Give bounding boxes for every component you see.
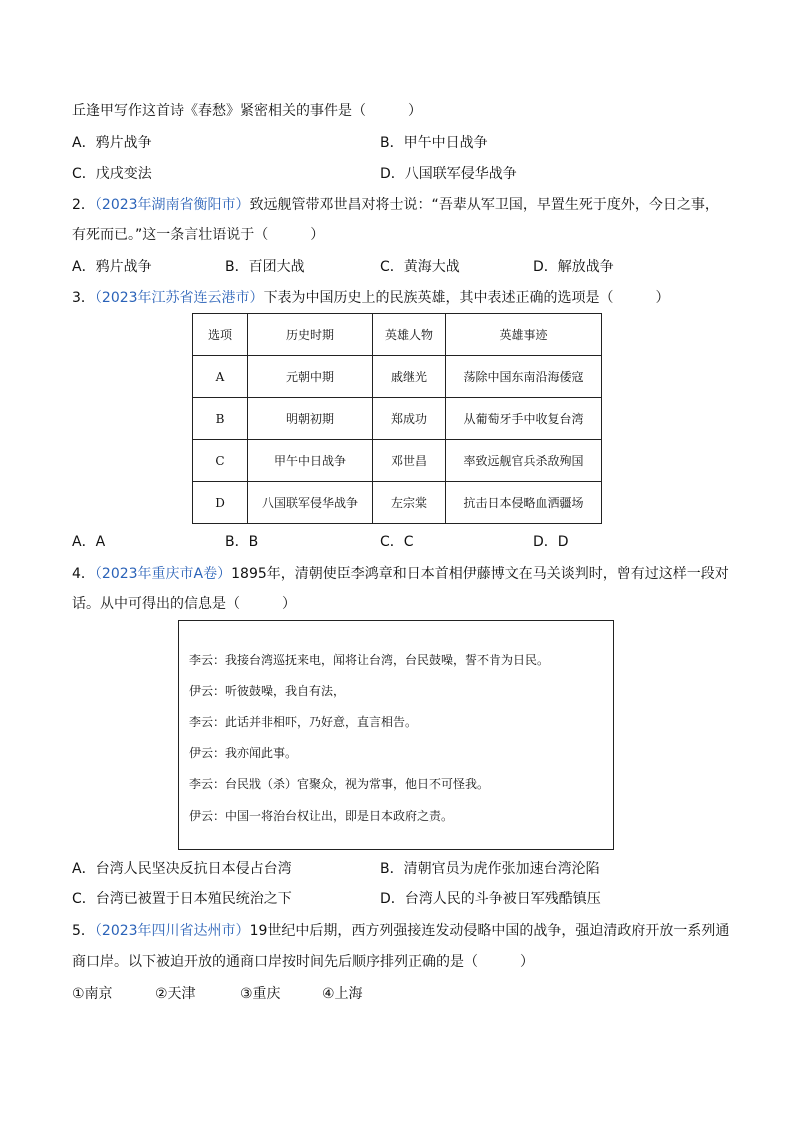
q3-source: （2023年江苏省连云港市） <box>94 290 264 306</box>
table-cell: 元朝中期 <box>248 356 373 398</box>
q3-option-d: D．D <box>533 534 569 550</box>
dialogue-box <box>178 620 614 850</box>
table-row <box>193 482 602 524</box>
table-row <box>193 440 602 482</box>
q5-number: 5． <box>72 923 95 939</box>
q3-option-a: A．A <box>72 534 106 550</box>
table-cell: 郑成功 <box>373 398 446 440</box>
table-header-row <box>193 314 602 356</box>
q2-stem-text: 致远舰管带邓世昌对将士说：“吾辈从军卫国，早置生死于度外，今日之事， <box>249 197 719 213</box>
q1-option-d: D．八国联军侵华战争 <box>380 166 517 182</box>
q4-option-a: A．台湾人民坚决反抗日本侵占台湾 <box>72 861 292 877</box>
table-header: 历史时期 <box>248 314 373 356</box>
q3-option-b: B．B <box>225 534 259 550</box>
table-cell: 左宗棠 <box>373 482 446 524</box>
q2-option-b: B．百团大战 <box>225 259 305 275</box>
table-cell: A <box>193 356 248 398</box>
q5-item-4: ④上海 <box>322 986 363 1002</box>
q4-stem-text: 1895年，清朝使臣李鸿章和日本首相伊藤博文在马关谈判时，曾有过这样一段对 <box>231 566 729 582</box>
table-cell: 抗击日本侵略血洒疆场 <box>446 482 602 524</box>
q4-stem-line1 <box>72 564 729 584</box>
q3-option-c: C．C <box>380 534 414 550</box>
q1-option-a: A．鸦片战争 <box>72 135 152 151</box>
q2-stem-line1 <box>72 195 719 215</box>
q1-option-b: B．甲午中日战争 <box>380 135 488 151</box>
dialogue-line: 伊云：中国一将治台权让出，即是日本政府之责。 <box>189 809 454 823</box>
q4-source: （2023年重庆市A卷） <box>94 566 232 582</box>
dialogue-line: 伊云：听彼鼓噪，我自有法， <box>189 684 346 698</box>
heroes-table <box>192 313 602 524</box>
q4-option-c: C．台湾已被置于日本殖民统治之下 <box>72 891 292 907</box>
q4-option-b: B．清朝官员为虎作张加速台湾沦陷 <box>380 861 600 877</box>
table-cell: C <box>193 440 248 482</box>
q5-item-1: ①南京 <box>72 986 113 1002</box>
q2-option-d: D．解放战争 <box>533 259 614 275</box>
q3-stem-text: 下表为中国历史上的民族英雄，其中表述正确的选项是（ ） <box>263 290 670 306</box>
table-row <box>193 398 602 440</box>
table-cell: 明朝初期 <box>248 398 373 440</box>
dialogue-line: 伊云：我亦闻此事。 <box>189 746 298 760</box>
table-cell: 从葡萄牙手中收复台湾 <box>446 398 602 440</box>
table-header: 英雄人物 <box>373 314 446 356</box>
q5-item-2: ②天津 <box>155 986 196 1002</box>
table-cell: 甲午中日战争 <box>248 440 373 482</box>
q2-stem-line2: 有死而已。”这一条言壮语说于（ ） <box>72 227 325 243</box>
q5-stem-line2: 商口岸。以下被迫开放的通商口岸按时间先后顺序排列正确的是（ ） <box>72 954 534 970</box>
table-cell: 荡除中国东南沿海倭寇 <box>446 356 602 398</box>
q2-source: （2023年湖南省衡阳市） <box>94 197 250 213</box>
q2-option-c: C．黄海大战 <box>380 259 460 275</box>
q5-source: （2023年四川省达州市） <box>94 923 250 939</box>
q5-stem-text: 19世纪中后期，西方列强接连发动侵略中国的战争，强迫清政府开放一系列通 <box>249 923 730 939</box>
q5-stem-line1 <box>72 921 729 941</box>
table-cell: 率致远舰官兵杀敌殉国 <box>446 440 602 482</box>
q4-number: 4． <box>72 566 95 582</box>
q2-number: 2． <box>72 197 95 213</box>
table-header: 选项 <box>193 314 248 356</box>
q4-stem-line2: 话。从中可得出的信息是（ ） <box>72 596 296 612</box>
table-header: 英雄事迹 <box>446 314 602 356</box>
q5-item-3: ③重庆 <box>240 986 281 1002</box>
table-row <box>193 356 602 398</box>
table-cell: 邓世昌 <box>373 440 446 482</box>
q3-stem-line <box>72 288 670 308</box>
q3-number: 3． <box>72 290 95 306</box>
table-cell: B <box>193 398 248 440</box>
table-cell: 戚继光 <box>373 356 446 398</box>
q1-stem: 丘逢甲写作这首诗《春愁》紧密相关的事件是（ ） <box>72 103 422 119</box>
table-cell: D <box>193 482 248 524</box>
q2-option-a: A．鸦片战争 <box>72 259 152 275</box>
dialogue-line: 李云：此话并非相吓，乃好意，直言相告。 <box>189 715 418 729</box>
q1-option-c: C．戊戌变法 <box>72 166 152 182</box>
dialogue-line: 李云：我接台湾巡抚来电，闻将让台湾，台民鼓噪，誓不肯为日民。 <box>189 653 550 667</box>
table-cell: 八国联军侵华战争 <box>248 482 373 524</box>
q4-option-d: D．台湾人民的斗争被日军残酷镇压 <box>380 891 601 907</box>
dialogue-line: 李云：台民戕（杀）官聚众，视为常事，他日不可怪我。 <box>189 777 490 791</box>
